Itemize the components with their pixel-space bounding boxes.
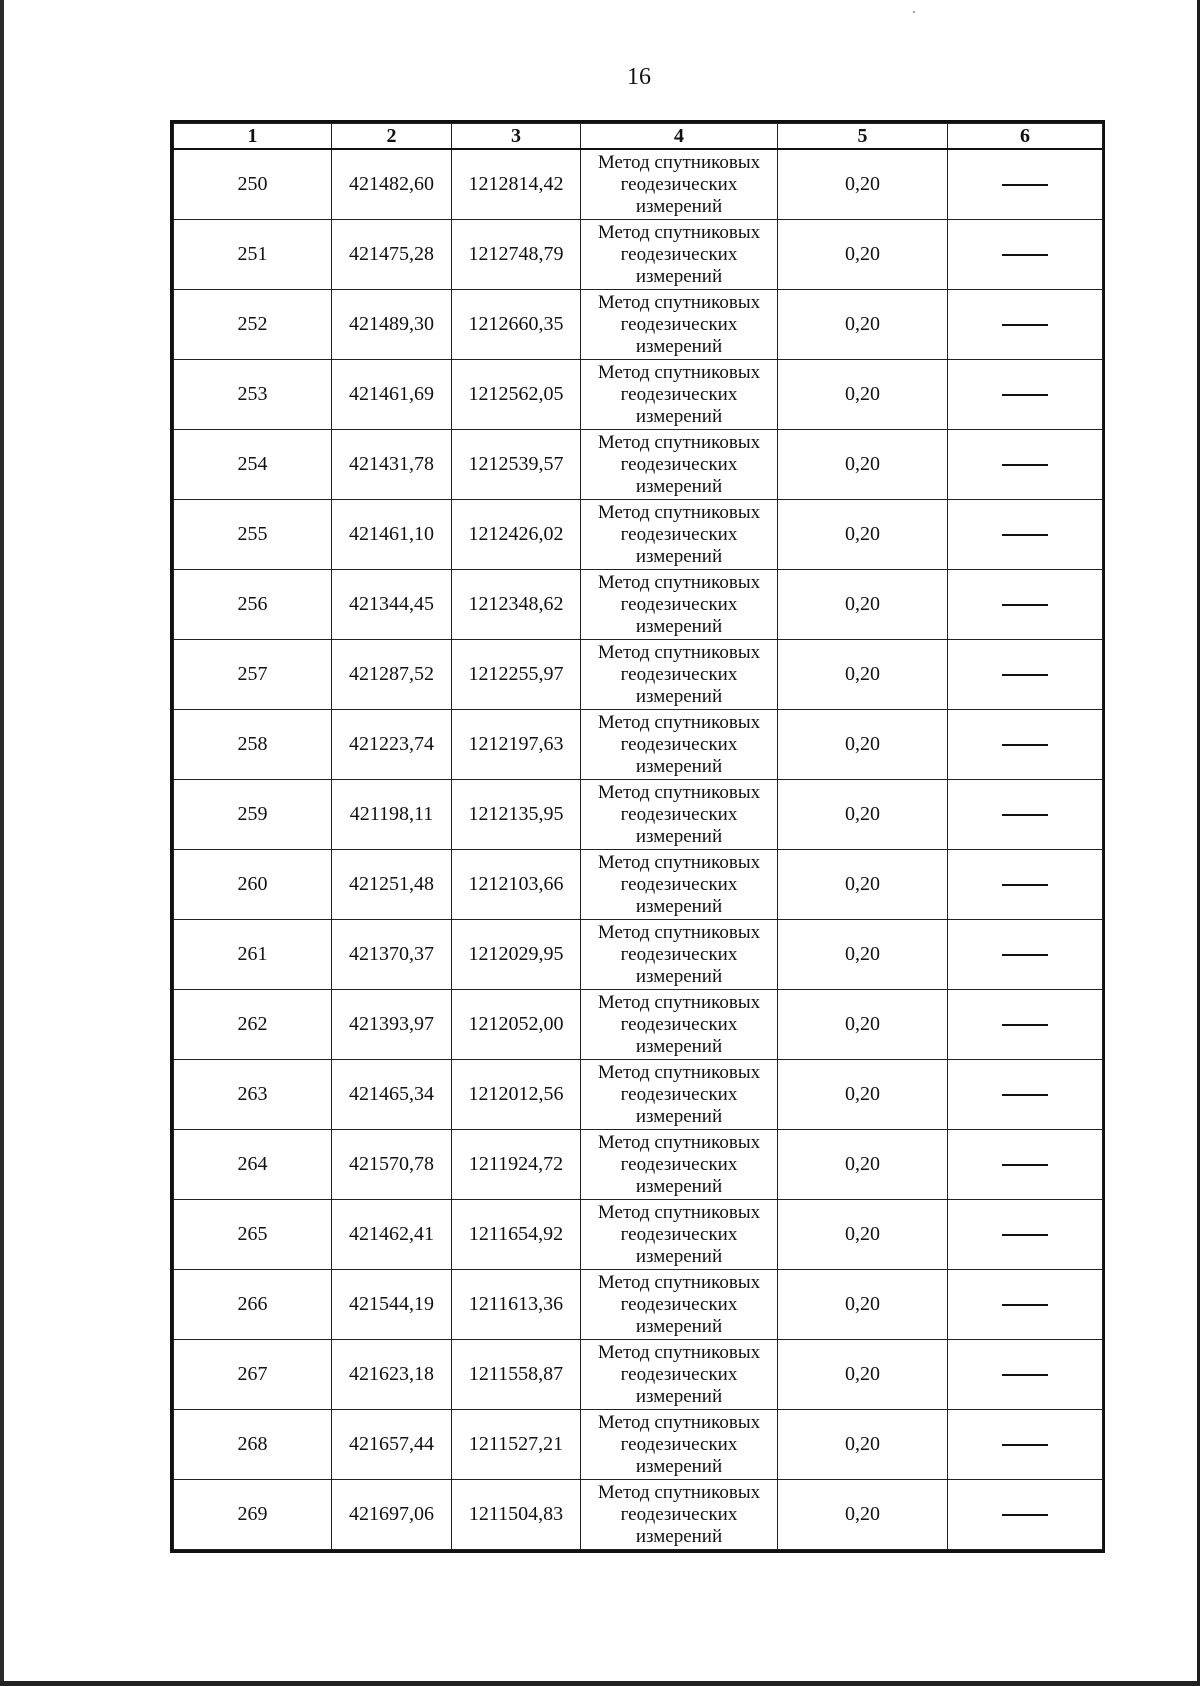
- note-cell: [948, 710, 1103, 780]
- table-row: [174, 780, 1103, 850]
- method-cell: Метод спутниковых геодезических измерений: [581, 360, 778, 430]
- accuracy-cell: 0,20: [778, 1410, 948, 1480]
- dash-mark: [1002, 1514, 1048, 1516]
- table-row: [174, 220, 1103, 290]
- dash-mark: [1002, 1234, 1048, 1236]
- column-header-4: 4: [581, 124, 778, 150]
- method-cell: Метод спутниковых геодезических измерений: [581, 220, 778, 290]
- accuracy-cell: 0,20: [778, 780, 948, 850]
- x-coordinate-cell: 421657,44: [332, 1410, 452, 1480]
- y-coordinate-cell: 1212562,05: [452, 360, 581, 430]
- point-number-cell: 254: [174, 430, 332, 500]
- method-cell: Метод спутниковых геодезических измерений: [581, 710, 778, 780]
- accuracy-cell: 0,20: [778, 920, 948, 990]
- method-cell: Метод спутниковых геодезических измерений: [581, 430, 778, 500]
- table-row: [174, 710, 1103, 780]
- point-number-cell: 255: [174, 500, 332, 570]
- dash-mark: [1002, 744, 1048, 746]
- method-cell: Метод спутниковых геодезических измерений: [581, 1480, 778, 1550]
- note-cell: [948, 149, 1103, 220]
- accuracy-cell: 0,20: [778, 850, 948, 920]
- table-body: [174, 149, 1103, 1550]
- method-cell: Метод спутниковых геодезических измерений: [581, 1340, 778, 1410]
- table-row: [174, 570, 1103, 640]
- y-coordinate-cell: 1212197,63: [452, 710, 581, 780]
- accuracy-cell: 0,20: [778, 149, 948, 220]
- method-cell: Метод спутниковых геодезических измерений: [581, 640, 778, 710]
- table-row: [174, 1340, 1103, 1410]
- x-coordinate-cell: 421223,74: [332, 710, 452, 780]
- scan-edge-left: [0, 0, 4, 1686]
- y-coordinate-cell: 1211527,21: [452, 1410, 581, 1480]
- scan-speck: [913, 11, 915, 13]
- x-coordinate-cell: 421465,34: [332, 1060, 452, 1130]
- accuracy-cell: 0,20: [778, 640, 948, 710]
- table-row: [174, 1130, 1103, 1200]
- x-coordinate-cell: 421431,78: [332, 430, 452, 500]
- x-coordinate-cell: 421462,41: [332, 1200, 452, 1270]
- y-coordinate-cell: 1212029,95: [452, 920, 581, 990]
- accuracy-cell: 0,20: [778, 990, 948, 1060]
- dash-mark: [1002, 534, 1048, 536]
- point-number-cell: 251: [174, 220, 332, 290]
- point-number-cell: 257: [174, 640, 332, 710]
- point-number-cell: 252: [174, 290, 332, 360]
- x-coordinate-cell: 421475,28: [332, 220, 452, 290]
- accuracy-cell: 0,20: [778, 430, 948, 500]
- table-header-row: [174, 124, 1103, 150]
- note-cell: [948, 640, 1103, 710]
- y-coordinate-cell: 1212255,97: [452, 640, 581, 710]
- x-coordinate-cell: 421393,97: [332, 990, 452, 1060]
- method-cell: Метод спутниковых геодезических измерений: [581, 780, 778, 850]
- table-row: [174, 1480, 1103, 1550]
- point-number-cell: 262: [174, 990, 332, 1060]
- x-coordinate-cell: 421198,11: [332, 780, 452, 850]
- point-number-cell: 265: [174, 1200, 332, 1270]
- table-row: [174, 640, 1103, 710]
- note-cell: [948, 920, 1103, 990]
- point-number-cell: 260: [174, 850, 332, 920]
- table-row: [174, 1200, 1103, 1270]
- note-cell: [948, 850, 1103, 920]
- note-cell: [948, 1200, 1103, 1270]
- accuracy-cell: 0,20: [778, 1200, 948, 1270]
- x-coordinate-cell: 421570,78: [332, 1130, 452, 1200]
- x-coordinate-cell: 421287,52: [332, 640, 452, 710]
- point-number-cell: 266: [174, 1270, 332, 1340]
- dash-mark: [1002, 1304, 1048, 1306]
- coordinates-table-frame: [170, 120, 1105, 1553]
- column-header-3: 3: [452, 124, 581, 150]
- note-cell: [948, 220, 1103, 290]
- method-cell: Метод спутниковых геодезических измерений: [581, 1200, 778, 1270]
- note-cell: [948, 1340, 1103, 1410]
- table-row: [174, 430, 1103, 500]
- accuracy-cell: 0,20: [778, 570, 948, 640]
- x-coordinate-cell: 421461,10: [332, 500, 452, 570]
- note-cell: [948, 780, 1103, 850]
- point-number-cell: 259: [174, 780, 332, 850]
- x-coordinate-cell: 421344,45: [332, 570, 452, 640]
- note-cell: [948, 500, 1103, 570]
- accuracy-cell: 0,20: [778, 1340, 948, 1410]
- note-cell: [948, 1480, 1103, 1550]
- table-row: [174, 1410, 1103, 1480]
- y-coordinate-cell: 1212052,00: [452, 990, 581, 1060]
- method-cell: Метод спутниковых геодезических измерений: [581, 1060, 778, 1130]
- table-row: [174, 850, 1103, 920]
- method-cell: Метод спутниковых геодезических измерений: [581, 1130, 778, 1200]
- dash-mark: [1002, 184, 1048, 186]
- y-coordinate-cell: 1212012,56: [452, 1060, 581, 1130]
- coordinates-table: [173, 123, 1103, 1550]
- page-number: 16: [627, 64, 651, 90]
- x-coordinate-cell: 421489,30: [332, 290, 452, 360]
- x-coordinate-cell: 421251,48: [332, 850, 452, 920]
- y-coordinate-cell: 1212660,35: [452, 290, 581, 360]
- note-cell: [948, 1060, 1103, 1130]
- point-number-cell: 269: [174, 1480, 332, 1550]
- table-row: [174, 920, 1103, 990]
- point-number-cell: 250: [174, 149, 332, 220]
- y-coordinate-cell: 1212103,66: [452, 850, 581, 920]
- y-coordinate-cell: 1212348,62: [452, 570, 581, 640]
- point-number-cell: 268: [174, 1410, 332, 1480]
- column-header-6: 6: [948, 124, 1103, 150]
- dash-mark: [1002, 1374, 1048, 1376]
- dash-mark: [1002, 1164, 1048, 1166]
- point-number-cell: 263: [174, 1060, 332, 1130]
- accuracy-cell: 0,20: [778, 1270, 948, 1340]
- x-coordinate-cell: 421461,69: [332, 360, 452, 430]
- y-coordinate-cell: 1212135,95: [452, 780, 581, 850]
- method-cell: Метод спутниковых геодезических измерений: [581, 990, 778, 1060]
- y-coordinate-cell: 1212426,02: [452, 500, 581, 570]
- note-cell: [948, 360, 1103, 430]
- method-cell: Метод спутниковых геодезических измерений: [581, 149, 778, 220]
- y-coordinate-cell: 1211504,83: [452, 1480, 581, 1550]
- y-coordinate-cell: 1211924,72: [452, 1130, 581, 1200]
- method-cell: Метод спутниковых геодезических измерений: [581, 1270, 778, 1340]
- point-number-cell: 256: [174, 570, 332, 640]
- note-cell: [948, 1130, 1103, 1200]
- point-number-cell: 253: [174, 360, 332, 430]
- dash-mark: [1002, 324, 1048, 326]
- accuracy-cell: 0,20: [778, 500, 948, 570]
- dash-mark: [1002, 1444, 1048, 1446]
- accuracy-cell: 0,20: [778, 360, 948, 430]
- point-number-cell: 261: [174, 920, 332, 990]
- y-coordinate-cell: 1211558,87: [452, 1340, 581, 1410]
- note-cell: [948, 1270, 1103, 1340]
- table-row: [174, 360, 1103, 430]
- accuracy-cell: 0,20: [778, 1480, 948, 1550]
- accuracy-cell: 0,20: [778, 1130, 948, 1200]
- dash-mark: [1002, 604, 1048, 606]
- table-row: [174, 1060, 1103, 1130]
- dash-mark: [1002, 1024, 1048, 1026]
- table-row: [174, 500, 1103, 570]
- table-row: [174, 290, 1103, 360]
- point-number-cell: 258: [174, 710, 332, 780]
- method-cell: Метод спутниковых геодезических измерений: [581, 1410, 778, 1480]
- dash-mark: [1002, 254, 1048, 256]
- y-coordinate-cell: 1212539,57: [452, 430, 581, 500]
- x-coordinate-cell: 421544,19: [332, 1270, 452, 1340]
- x-coordinate-cell: 421370,37: [332, 920, 452, 990]
- dash-mark: [1002, 1094, 1048, 1096]
- dash-mark: [1002, 394, 1048, 396]
- method-cell: Метод спутниковых геодезических измерений: [581, 290, 778, 360]
- method-cell: Метод спутниковых геодезических измерений: [581, 850, 778, 920]
- dash-mark: [1002, 954, 1048, 956]
- scan-edge-bottom: [0, 1681, 1200, 1686]
- note-cell: [948, 290, 1103, 360]
- column-header-1: 1: [174, 124, 332, 150]
- column-header-2: 2: [332, 124, 452, 150]
- x-coordinate-cell: 421482,60: [332, 149, 452, 220]
- table-row: [174, 1270, 1103, 1340]
- y-coordinate-cell: 1211613,36: [452, 1270, 581, 1340]
- dash-mark: [1002, 884, 1048, 886]
- note-cell: [948, 990, 1103, 1060]
- note-cell: [948, 570, 1103, 640]
- accuracy-cell: 0,20: [778, 220, 948, 290]
- dash-mark: [1002, 464, 1048, 466]
- dash-mark: [1002, 674, 1048, 676]
- method-cell: Метод спутниковых геодезических измерений: [581, 500, 778, 570]
- x-coordinate-cell: 421623,18: [332, 1340, 452, 1410]
- column-header-5: 5: [778, 124, 948, 150]
- method-cell: Метод спутниковых геодезических измерений: [581, 920, 778, 990]
- table-row: [174, 990, 1103, 1060]
- note-cell: [948, 430, 1103, 500]
- point-number-cell: 264: [174, 1130, 332, 1200]
- y-coordinate-cell: 1212814,42: [452, 149, 581, 220]
- y-coordinate-cell: 1212748,79: [452, 220, 581, 290]
- table-row: [174, 149, 1103, 220]
- dash-mark: [1002, 814, 1048, 816]
- note-cell: [948, 1410, 1103, 1480]
- point-number-cell: 267: [174, 1340, 332, 1410]
- method-cell: Метод спутниковых геодезических измерений: [581, 570, 778, 640]
- x-coordinate-cell: 421697,06: [332, 1480, 452, 1550]
- accuracy-cell: 0,20: [778, 1060, 948, 1130]
- accuracy-cell: 0,20: [778, 710, 948, 780]
- accuracy-cell: 0,20: [778, 290, 948, 360]
- y-coordinate-cell: 1211654,92: [452, 1200, 581, 1270]
